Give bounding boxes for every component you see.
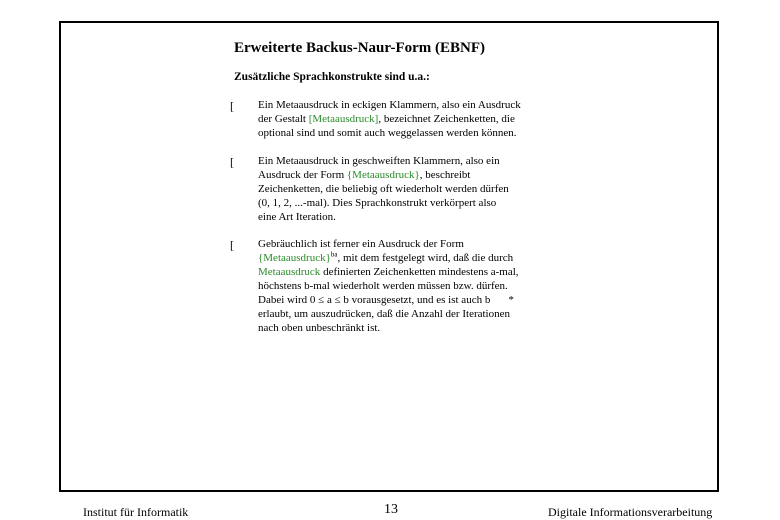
metaausdruck-highlight: [Metaausdruck] (308, 113, 379, 125)
bullet-marker: [ (230, 99, 234, 113)
footer-institute: Institut für Informatik (83, 505, 189, 519)
bullet-marker: [ (230, 155, 234, 169)
footer-course: Digitale Informationsverarbeitung (548, 505, 713, 519)
slide-title: Erweiterte Backus-Naur-Form (EBNF) (234, 40, 486, 56)
page-number: 13 (384, 502, 398, 517)
metaausdruck-highlight: {Metaausdruck} (258, 252, 331, 264)
metaausdruck-highlight: {Metaausdruck} (346, 169, 420, 181)
iteration-bounds: ba (330, 250, 338, 259)
slide-subtitle: Zusätzliche Sprachkonstrukte sind u.a.: (234, 71, 430, 83)
list-item: Ein Metaausdruck in geschweiften Klammern, also ein Ausdruck der Form {Metaausdruck}, beschreibt Zeichenketten, die beliebig oft wiederholt werden dürfen (0, 1, 2, ...-mal). Dies Sprachkonstrukt verkörpert also eine Art Iteration. (258, 155, 509, 223)
list-item: Gebräuchlich ist ferner ein Ausdruck der Form {Metaausdruck}$^{ba}$, mit dem festgelegt wird, daß die durch Metaausdruck definierten Zeichenketten mindestens a-mal, höchstens b-mal wiederholt werden müssen bzw. dürfen. Dabei wird 0 ≤ a ≤ b vorausgesetzt, und es ist auch b * erlaubt, um auszudrücken, daß die Anzahl der Iterationen nach oben unbeschränkt ist. (258, 238, 519, 334)
bullet-marker: [ (230, 238, 234, 252)
list-item: Ein Metaausdruck in eckigen Klammern, also ein Ausdruck der Gestalt [Metaausdruck], bezeichnet Zeichenketten, die optional sind und somit auch weggelassen werden können. (258, 99, 521, 139)
metaausdruck-highlight: Metaausdruck (258, 266, 321, 278)
